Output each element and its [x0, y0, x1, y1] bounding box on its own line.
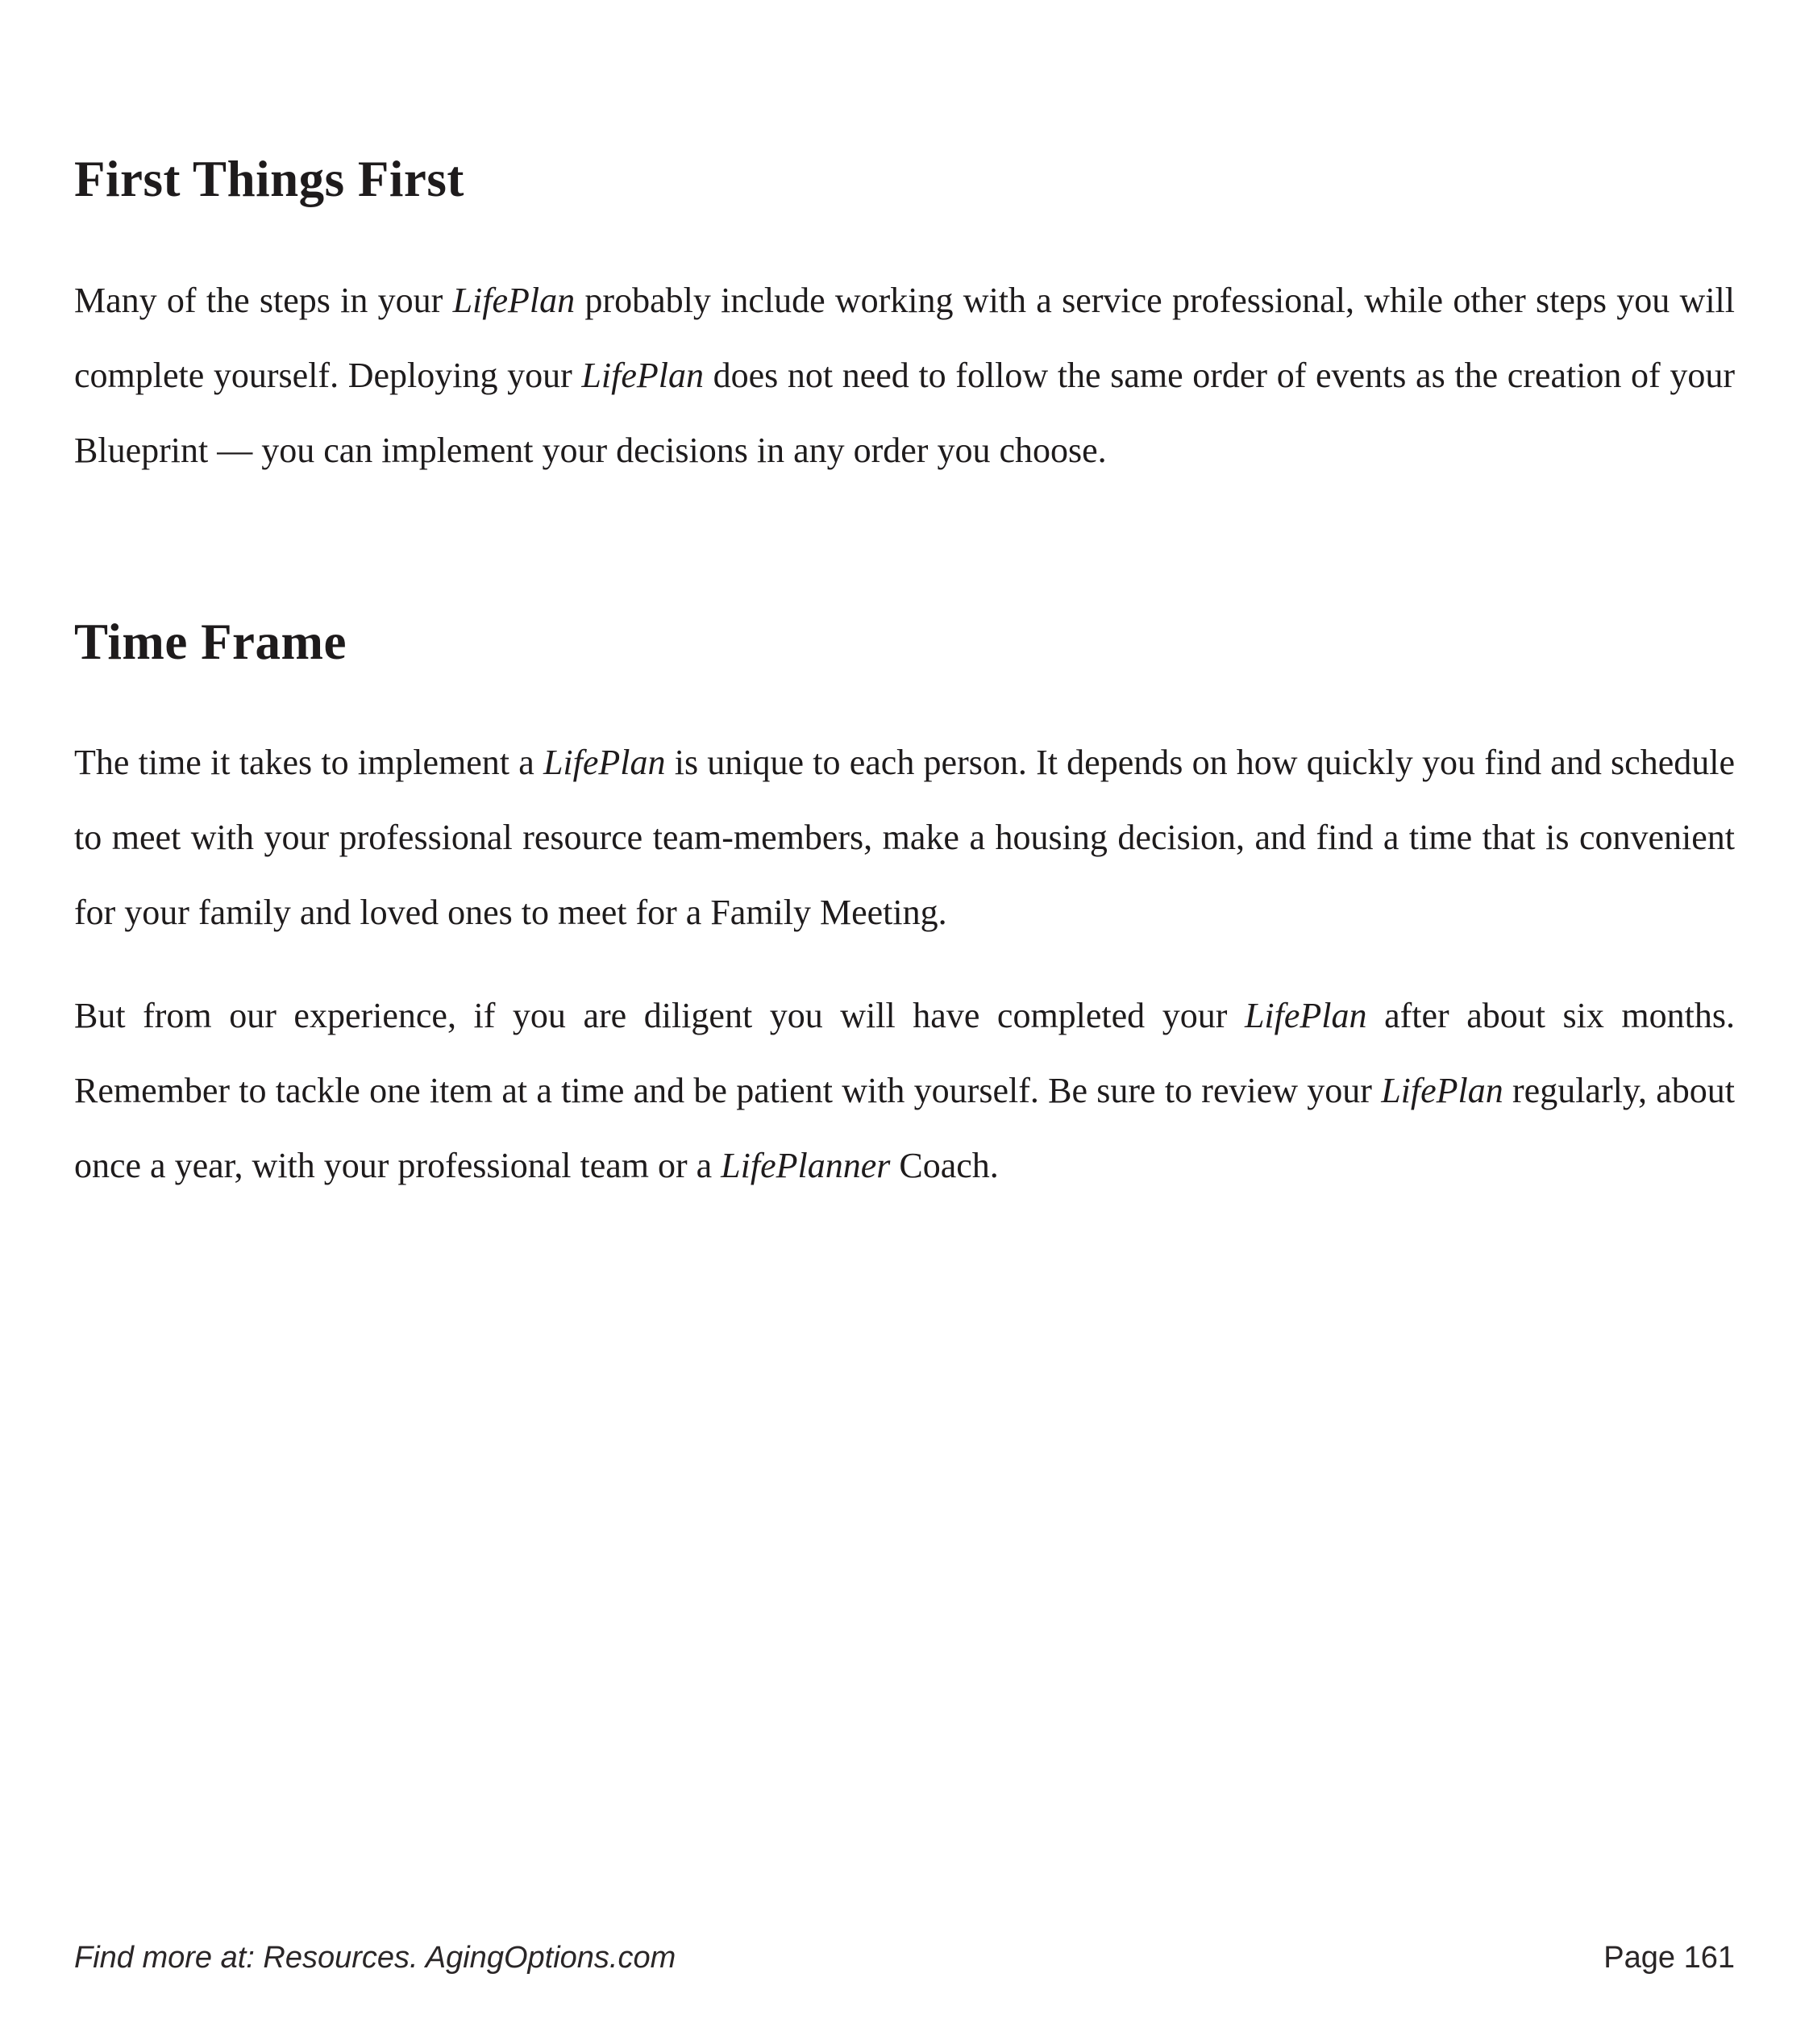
- text-run: regularly, about once a year, with your professional team or a: [74, 1071, 1735, 1186]
- italic-term-lifeplan: LifePlan: [1244, 996, 1367, 1036]
- section-heading-time-frame: Time Frame: [74, 613, 347, 670]
- page-footer: [74, 1941, 1735, 1975]
- text-run: Many of the steps in your: [74, 280, 453, 320]
- text-run: is unique to each person. It depends on how quickly you find and schedule to meet with your professional resource team-members, make a housing decision, and find a time that is convenient for your family and loved ones to meet for a Family Meeting.: [74, 743, 1735, 933]
- text-run: probably include working with a service professional, while other steps you will complete yourself. Deploying your: [74, 280, 1735, 395]
- italic-term-lifeplan: LifePlan: [1381, 1071, 1503, 1111]
- section-heading-first-things-first: First Things First: [74, 151, 464, 207]
- text-run: But from our experience, if you are diligent you will have completed your: [74, 996, 1245, 1036]
- italic-term-lifeplan: LifePlan: [543, 743, 666, 783]
- page-content: [74, 0, 1735, 1203]
- footer-page-number: Page 161: [1603, 1941, 1735, 1975]
- paragraph-time-frame-2: [74, 978, 1735, 1203]
- paragraph-time-frame-1: [74, 725, 1735, 950]
- text-run: after about six months. Remember to tackle one item at a time and be patient with yourself. Be sure to review your: [74, 996, 1736, 1111]
- italic-term-lifeplan: LifePlan: [452, 280, 576, 320]
- text-run: does not need to follow the same order of events as the creation of your Blueprint — you can implement your decisions in any order you choose.: [74, 355, 1735, 470]
- italic-term-lifeplanner: LifePlanner: [721, 1146, 891, 1186]
- footer-resource-note: Find more at: Resources. AgingOptions.com: [74, 1941, 676, 1975]
- paragraph-first-things-first: [74, 263, 1735, 488]
- text-run: The time it takes to implement a: [74, 743, 543, 783]
- italic-term-lifeplan: LifePlan: [581, 355, 704, 395]
- text-run: Coach.: [890, 1146, 999, 1186]
